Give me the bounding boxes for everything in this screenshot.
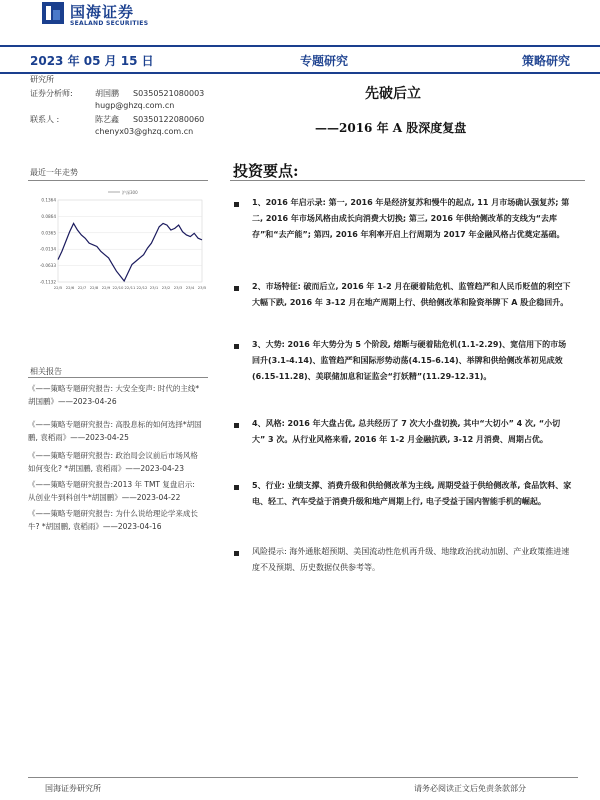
related-report-item[interactable]: 《——策略专题研究报告:2013 年 TMT 复盘启示: 从创业牛到科创牛*胡国鹏》——2023-04-22 bbox=[28, 480, 195, 502]
bullet-icon bbox=[234, 286, 239, 291]
chart-xtick-label: 23/1 bbox=[149, 285, 159, 290]
contact-email[interactable]: chenyx03@ghzq.com.cn bbox=[95, 127, 194, 136]
chart-ytick-label: -0.1132 bbox=[39, 279, 56, 285]
contact-id: S0350122080060 bbox=[133, 115, 205, 124]
footer-divider bbox=[28, 777, 578, 778]
analyst-label: 证券分析师: bbox=[30, 89, 73, 98]
chart-xtick-label: 22/6 bbox=[65, 285, 75, 290]
related-section-title: 相关报告 bbox=[30, 367, 62, 376]
chart-ytick-label: -0.0633 bbox=[39, 263, 56, 269]
chart-xtick-label: 22/12 bbox=[136, 285, 148, 290]
bullet-icon bbox=[234, 423, 239, 428]
investment-section-title: 投资要点: bbox=[233, 162, 299, 180]
chart-ytick-label: 0.0365 bbox=[41, 230, 56, 236]
chart-ytick-label: 0.0864 bbox=[41, 213, 56, 219]
chart-xtick-label: 23/4 bbox=[185, 285, 195, 290]
chart-ytick-label: -0.0134 bbox=[39, 246, 56, 252]
investment-point: 4、风格: 2016 年大盘占优, 总共经历了 7 次大小盘切换, 其中“大切小” 4 次, “小切大” 3 次。从行业风格来看, 2016 年 1-2 月金融抗跌, 3-12 月消费、周期占优。 bbox=[252, 419, 561, 444]
bullet-icon bbox=[234, 202, 239, 207]
logo-text-en: SEALAND SECURITIES bbox=[70, 20, 149, 27]
report-type: 专题研究 bbox=[300, 54, 349, 68]
analyst-email[interactable]: hugp@ghzq.com.cn bbox=[95, 101, 175, 110]
chart-xtick-label: 23/3 bbox=[173, 285, 183, 290]
chart-xtick-label: 23/2 bbox=[161, 285, 171, 290]
report-title: 先破后立 bbox=[365, 86, 421, 102]
investment-point: 3、大势: 2016 年大势分为 5 个阶段, 熔断与硬着陆危机(1.1-2.29)、宽信用下的市场回升(3.1-4.14)、监管趋严和国际形势动荡(4.15-6.14)、举牌和供给侧改革初见成效(6.15-11.28)、美联储加息和证监会“打妖精”(11.29-12.31)。 bbox=[252, 340, 567, 381]
report-category: 策略研究 bbox=[522, 54, 571, 68]
chart-section-title: 最近一年走势 bbox=[30, 168, 78, 177]
investment-point: 1、2016 年启示录: 第一, 2016 年是经济复苏和慢牛的起点, 11 月市场确认强复苏; 第二, 2016 年市场风格由成长向消费大切换; 第三, 2016 年供给侧改革的支线为“去库存”和“去产能”; 第四, 2016 年利率开启上行周期为 2017 年金融风格占优奠定基础。 bbox=[252, 198, 570, 239]
company-logo-icon bbox=[42, 2, 64, 24]
investment-point: 2、市场特征: 破而后立, 2016 年 1-2 月在硬着陆危机、监管趋严和人民币贬值的利空下大幅下跌, 2016 年 3-12 月在地产周期上行、供给侧改革和险资举牌下 A 股企稳回升。 bbox=[252, 282, 571, 307]
bullet-icon bbox=[234, 344, 239, 349]
related-report-item[interactable]: 《——策略专题研究报告: 大安全变声: 时代的主线*胡国鹏》——2023-04-26 bbox=[28, 384, 200, 406]
institute-label: 研究所 bbox=[30, 75, 54, 84]
risk-warning: 风险提示: 海外通胀超预期、美国流动性危机再升级、地缘政治扰动加剧、产业政策推进速度不及预期、历史数据仅供参考等。 bbox=[252, 547, 570, 572]
chart-xtick-label: 22/5 bbox=[53, 285, 63, 290]
investment-point: 5、行业: 业绩支撑、消费升级和供给侧改革为主线, 周期受益于供给侧改革, 食品饮料、家电、轻工、汽车受益于消费升级和地产周期上行, 电子受益于国内智能手机的崛起。 bbox=[252, 481, 572, 506]
legend-label: 沪深300 bbox=[122, 190, 138, 195]
related-report-item[interactable]: 《——策略专题研究报告: 高股息标的如何选择*胡国鹏, 袁稻雨》——2023-04-25 bbox=[28, 420, 202, 442]
analyst-name: 胡国鹏 bbox=[95, 89, 119, 98]
footer-institute: 国海证券研究所 bbox=[45, 784, 101, 793]
chart-ytick-label: 0.1364 bbox=[41, 197, 56, 203]
chart-series-line bbox=[58, 223, 202, 280]
investment-divider bbox=[230, 180, 585, 181]
report-date: 2023 年 05 月 15 日 bbox=[30, 54, 154, 68]
logo-text-cn: 国海证券 bbox=[70, 3, 135, 21]
chart-divider bbox=[28, 180, 208, 181]
related-report-item[interactable]: 《——策略专题研究报告: 为什么说给理论学来成长牛? *胡国鹏, 袁稻雨》——2023-04-16 bbox=[28, 509, 198, 531]
chart-xtick-label: 22/10 bbox=[112, 285, 124, 290]
chart-xtick-label: 23/5 bbox=[197, 285, 207, 290]
analyst-id: S0350521080003 bbox=[133, 89, 205, 98]
related-divider bbox=[28, 377, 208, 378]
chart-xtick-label: 22/11 bbox=[124, 285, 136, 290]
report-subtitle: ——2016 年 A 股深度复盘 bbox=[315, 121, 467, 135]
related-report-item[interactable]: 《——策略专题研究报告: 政治局会议前后市场风格如何变化? *胡国鹏, 袁稻雨》——2023-04-23 bbox=[28, 451, 198, 473]
footer-disclaimer: 请务必阅读正文后免责条款部分 bbox=[414, 784, 526, 793]
chart-xtick-label: 22/9 bbox=[101, 285, 111, 290]
bullet-icon bbox=[234, 551, 239, 556]
contact-label: 联系人 : bbox=[30, 115, 60, 124]
bullet-icon bbox=[234, 485, 239, 490]
trend-chart bbox=[30, 190, 210, 300]
chart-xtick-label: 22/7 bbox=[77, 285, 87, 290]
chart-xtick-label: 22/8 bbox=[89, 285, 99, 290]
contact-name: 陈艺鑫 bbox=[95, 115, 119, 124]
